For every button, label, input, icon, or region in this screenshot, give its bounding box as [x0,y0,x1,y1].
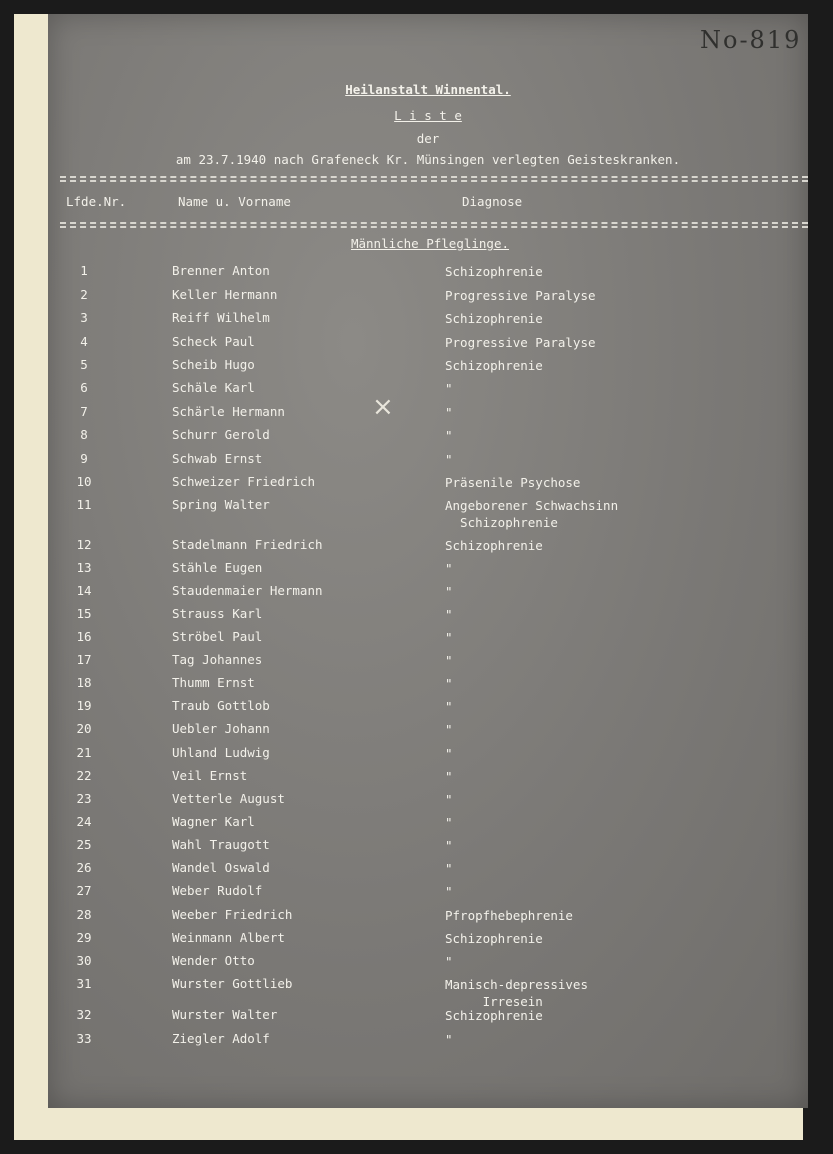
row-number: 10 [76,474,92,489]
row-number: 18 [76,675,92,690]
document-number: No-819 [700,26,802,54]
row-name: Reiff Wilhelm [172,310,270,325]
divider [60,180,808,182]
row-name: Weinmann Albert [172,930,285,945]
row-diagnosis: Schizophrenie [445,264,543,279]
row-name: Schärle Hermann [172,404,285,419]
row-name: Scheib Hugo [172,357,255,372]
row-diagnosis: " [445,884,453,899]
list-title: L i s t e [394,108,462,123]
row-name: Wagner Karl [172,814,255,829]
row-diagnosis: " [445,954,453,969]
row-name: Stähle Eugen [172,560,263,575]
row-number: 7 [80,404,88,419]
row-number: 29 [76,930,92,945]
row-name: Weber Rudolf [172,883,263,898]
row-number: 6 [80,380,88,395]
row-name: Ströbel Paul [172,629,263,644]
row-number: 8 [80,427,88,442]
row-name: Vetterle August [172,791,285,806]
row-number: 21 [76,745,92,760]
row-name: Staudenmaier Hermann [172,583,323,598]
row-diagnosis: " [445,452,453,467]
column-header-name: Name u. Vorname [178,194,291,209]
row-number: 24 [76,814,92,829]
row-number: 3 [80,310,88,325]
column-header-diagnosis: Diagnose [462,194,523,209]
row-name: Traub Gottlob [172,698,270,713]
row-diagnosis: Angeborener Schwachsinn Schizophrenie [445,498,619,530]
row-name: Wurster Walter [172,1007,278,1022]
row-diagnosis: " [445,1032,453,1047]
row-number: 5 [80,357,88,372]
row-name: Brenner Anton [172,263,270,278]
row-diagnosis: " [445,607,453,622]
row-diagnosis: " [445,746,453,761]
row-number: 25 [76,837,92,852]
divider [60,176,808,178]
row-diagnosis: " [445,428,453,443]
row-name: Veil Ernst [172,768,248,783]
row-name: Thumm Ernst [172,675,255,690]
row-diagnosis: Progressive Paralyse [445,288,596,303]
row-diagnosis: " [445,561,453,576]
row-number: 32 [76,1007,92,1022]
row-diagnosis: " [445,861,453,876]
row-number: 27 [76,883,92,898]
row-number: 15 [76,606,92,621]
row-diagnosis: Schizophrenie [445,358,543,373]
row-diagnosis: Schizophrenie [445,538,543,553]
row-diagnosis: " [445,381,453,396]
row-name: Schurr Gerold [172,427,270,442]
row-name: Ziegler Adolf [172,1031,270,1046]
row-name: Scheck Paul [172,334,255,349]
row-diagnosis: Manisch-depressives Irresein [445,977,588,1009]
subtitle: am 23.7.1940 nach Grafeneck Kr. Münsingen verlegten Geisteskranken. [175,152,681,167]
row-number: 4 [80,334,88,349]
row-number: 9 [80,451,88,466]
row-name: Uhland Ludwig [172,745,270,760]
row-diagnosis: " [445,792,453,807]
row-number: 2 [80,287,88,302]
row-diagnosis: " [445,653,453,668]
section-title: Männliche Pfleglinge. [350,236,510,251]
row-number: 17 [76,652,92,667]
pencil-x-mark: × [372,392,394,422]
row-number: 26 [76,860,92,875]
row-diagnosis: " [445,699,453,714]
row-name: Wurster Gottlieb [172,976,293,991]
der-word: der [416,131,440,146]
row-number: 13 [76,560,92,575]
row-name: Strauss Karl [172,606,263,621]
row-number: 33 [76,1031,92,1046]
row-name: Wahl Traugott [172,837,270,852]
row-diagnosis: " [445,722,453,737]
row-number: 30 [76,953,92,968]
row-name: Weeber Friedrich [172,907,293,922]
row-name: Tag Johannes [172,652,263,667]
document-photo [48,14,808,1108]
row-name: Uebler Johann [172,721,270,736]
divider [60,222,808,224]
row-diagnosis: Pfropfhebephrenie [445,908,573,923]
row-name: Schäle Karl [172,380,255,395]
institution-title: Heilanstalt Winnental. [345,82,511,97]
divider [60,226,808,228]
row-diagnosis: " [445,405,453,420]
row-number: 31 [76,976,92,991]
row-name: Schwab Ernst [172,451,263,466]
row-name: Wender Otto [172,953,255,968]
row-number: 14 [76,583,92,598]
row-diagnosis: " [445,630,453,645]
row-name: Keller Hermann [172,287,278,302]
row-diagnosis: Schizophrenie [445,1008,543,1023]
row-name: Schweizer Friedrich [172,474,315,489]
row-number: 20 [76,721,92,736]
row-number: 12 [76,537,92,552]
column-header-number: Lfde.Nr. [66,194,127,209]
row-diagnosis: " [445,838,453,853]
row-number: 23 [76,791,92,806]
row-diagnosis: " [445,769,453,784]
row-diagnosis: " [445,676,453,691]
row-number: 22 [76,768,92,783]
row-diagnosis: Schizophrenie [445,931,543,946]
row-number: 16 [76,629,92,644]
row-name: Stadelmann Friedrich [172,537,323,552]
row-number: 11 [76,497,92,512]
row-number: 1 [80,263,88,278]
row-diagnosis: " [445,815,453,830]
row-name: Spring Walter [172,497,270,512]
row-diagnosis: Progressive Paralyse [445,335,596,350]
row-diagnosis: Präsenile Psychose [445,475,581,490]
row-diagnosis: Schizophrenie [445,311,543,326]
row-number: 28 [76,907,92,922]
row-number: 19 [76,698,92,713]
row-name: Wandel Oswald [172,860,270,875]
row-diagnosis: " [445,584,453,599]
